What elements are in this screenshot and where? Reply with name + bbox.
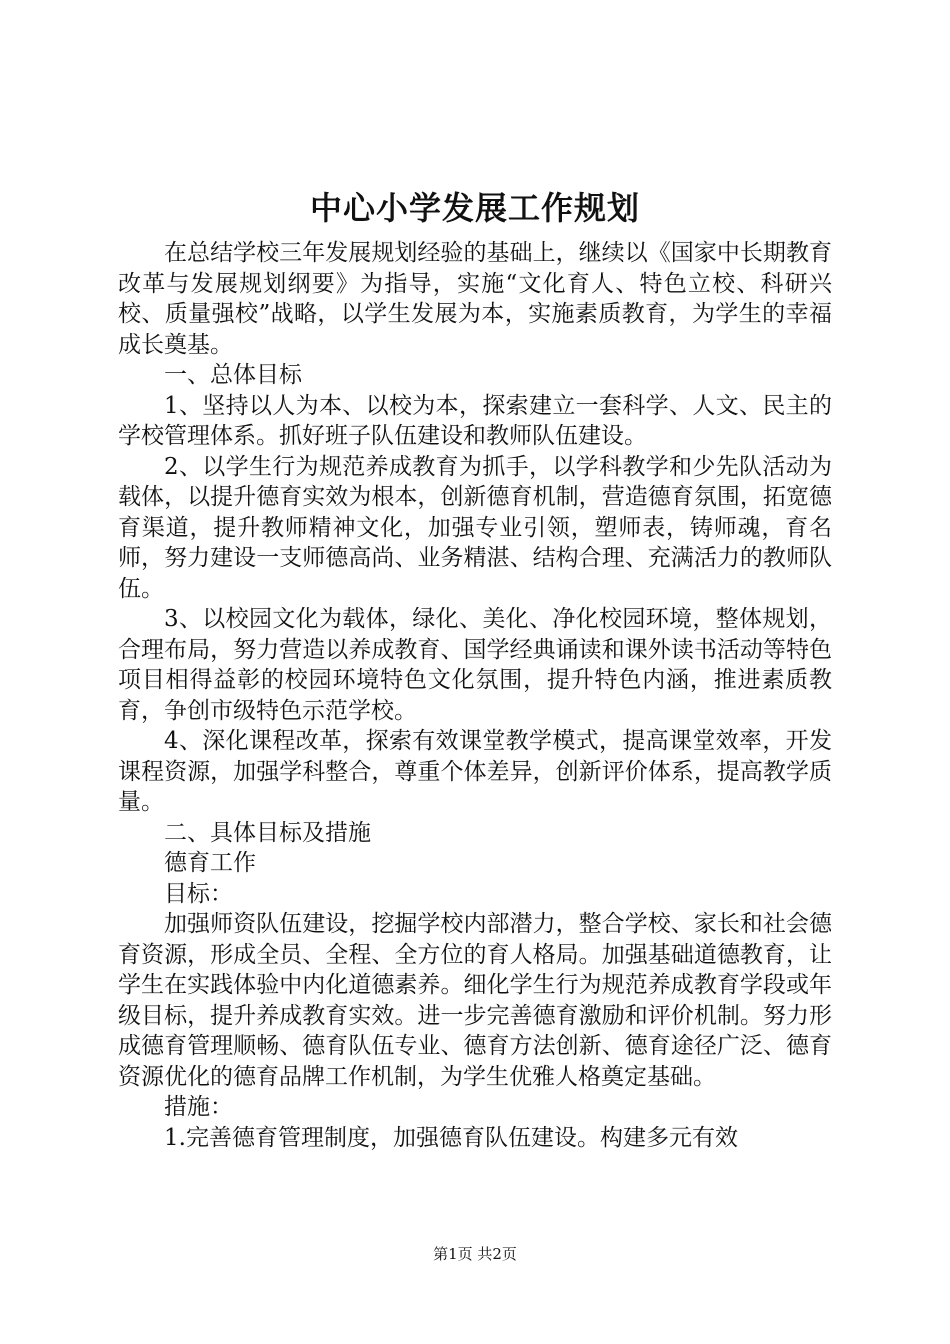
page-footer: 第1页 共2页 (433, 1245, 517, 1263)
document-title: 中心小学发展工作规划 (309, 189, 640, 227)
goal-item-4: 4、深化课程改革，探索有效课堂教学模式，提高课堂效率，开发课程资源，加强学科整合，尊重个体差异，创新评价体系，提高教学质量。 (118, 728, 832, 815)
intro-paragraph: 在总结学校三年发展规划经验的基础上，继续以《国家中长期教育改革与发展规划纲要》为指导，实施“文化育人、特色立校、科研兴校、质量强校”战略，以学生发展为本，实施素质教育，为学生的幸福成长奠基。 (118, 240, 832, 358)
section-heading-specific-goals: 二、具体目标及措施 (164, 819, 371, 846)
document-body (118, 238, 832, 1153)
section-heading-overall-goals: 一、总体目标 (164, 362, 302, 388)
goal-item-1: 1、坚持以人为本、以校为本，探索建立一套科学、人文、民主的学校管理体系。抓好班子队伍建设和教师队伍建设。 (118, 392, 832, 449)
goal-item-3: 3、以校园文化为载体，绿化、美化、净化校园环境，整体规划，合理布局，努力营造以养成教育、国学经典诵读和课外读书活动等特色项目相得益彰的校园环境特色文化氛围，提升特色内涵，推进素质教育，争创市级特色示范学校。 (118, 606, 832, 724)
label-goals: 目标： (164, 880, 233, 907)
goal-item-2: 2、以学生行为规范养成教育为抓手，以学科教学和少先队活动为载体，以提升德育实效为根本，创新德育机制，营造德育氛围，拓宽德育渠道，提升教师精神文化，加强专业引领，塑师表，铸师魂，育名师，努力建设一支师德高尚、业务精湛、结构合理、充满活力的教师队伍。 (118, 453, 832, 602)
moral-education-goals-paragraph: 加强师资队伍建设，挖掘学校内部潜力，整合学校、家长和社会德育资源，形成全员、全程、全方位的育人格局。加强基础道德教育，让学生在实践体验中内化道德素养。细化学生行为规范养成教育学段或年级目标，提升养成教育实效。进一步完善德育激励和评价机制。努力形成德育管理顺畅、德育队伍专业、德育方法创新、德育途径广泛、德育资源优化的德育品牌工作机制，为学生优雅人格奠定基础。 (118, 911, 832, 1090)
subsection-moral-education: 德育工作 (164, 850, 256, 876)
label-measures: 措施： (164, 1094, 233, 1120)
measure-item-1: 1.完善德育管理制度，加强德育队伍建设。构建多元有效 (164, 1124, 738, 1151)
